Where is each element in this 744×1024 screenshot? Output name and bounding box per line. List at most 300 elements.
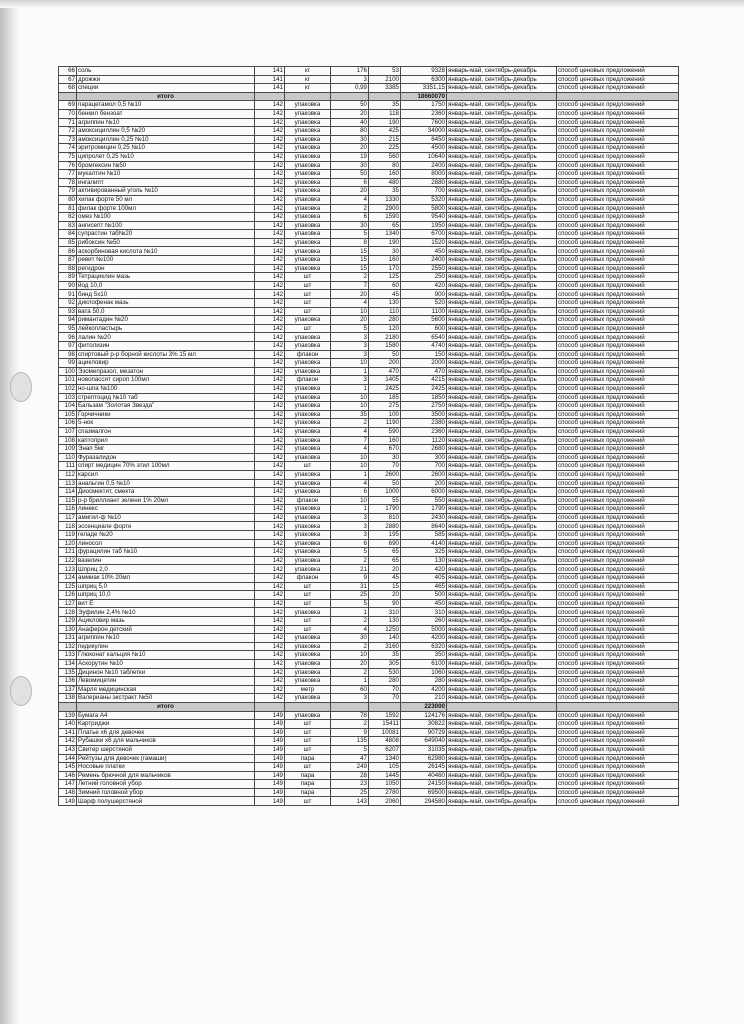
procurement-method: способ ценовых предложений: [557, 582, 679, 591]
unit-of-measure: упаковка: [285, 479, 331, 488]
unit-of-measure: упаковка: [285, 367, 331, 376]
item-code: 142: [255, 591, 285, 600]
row-number: 68: [59, 84, 77, 93]
unit-of-measure: шт: [285, 290, 331, 299]
unit-price: 105: [369, 763, 401, 772]
unit-of-measure: упаковка: [285, 436, 331, 445]
procurement-method: способ ценовых предложений: [557, 634, 679, 643]
table-row: [59, 264, 679, 273]
row-number: 123: [59, 565, 77, 574]
unit-price: 50: [369, 479, 401, 488]
item-code: 142: [255, 247, 285, 256]
unit-of-measure: упаковка: [285, 505, 331, 514]
table-row: [59, 617, 679, 626]
item-name: Диосмектит, смекта: [77, 488, 255, 497]
delivery-period: январь-май, сентябрь-декабрь: [447, 617, 557, 626]
quantity: 2: [331, 720, 369, 729]
table-row: [59, 299, 679, 308]
table-row: [59, 651, 679, 660]
row-number: 77: [59, 170, 77, 179]
row-number: 126: [59, 591, 77, 600]
procurement-method: способ ценовых предложений: [557, 574, 679, 583]
quantity: 9: [331, 728, 369, 737]
item-name: йод 10,0: [77, 281, 255, 290]
quantity: 47: [331, 754, 369, 763]
delivery-period: январь-май, сентябрь-декабрь: [447, 84, 557, 93]
procurement-method: способ ценовых предложений: [557, 367, 679, 376]
table-row: [59, 470, 679, 479]
total-sum: 4200: [401, 685, 447, 694]
unit-of-measure: упаковка: [285, 453, 331, 462]
item-code: 142: [255, 273, 285, 282]
row-number: 120: [59, 539, 77, 548]
procurement-method: способ ценовых предложений: [557, 419, 679, 428]
item-name: Бальзам "Золотая Звезда": [77, 402, 255, 411]
unit-of-measure: упаковка: [285, 668, 331, 677]
item-name: специи: [77, 84, 255, 93]
unit-price: 65: [369, 548, 401, 557]
row-number: 145: [59, 763, 77, 772]
procurement-method: способ ценовых предложений: [557, 728, 679, 737]
unit-price: 2880: [369, 522, 401, 531]
row-number: 138: [59, 694, 77, 703]
unit-price: 1050: [369, 780, 401, 789]
delivery-period: январь-май, сентябрь-декабрь: [447, 582, 557, 591]
item-code: 142: [255, 281, 285, 290]
row-number: 111: [59, 462, 77, 471]
total-sum: 300: [401, 453, 447, 462]
unit-of-measure: упаковка: [285, 556, 331, 565]
unit-price: 45: [369, 574, 401, 583]
delivery-period: январь-май, сентябрь-декабрь: [447, 393, 557, 402]
table-row: [59, 763, 679, 772]
quantity: 2: [331, 273, 369, 282]
procurement-method: способ ценовых предложений: [557, 470, 679, 479]
item-code: 142: [255, 677, 285, 686]
unit-price: 190: [369, 118, 401, 127]
quantity: 7: [331, 436, 369, 445]
unit-price: 130: [369, 617, 401, 626]
total-sum: 2400: [401, 161, 447, 170]
item-name: бромгексин №50: [77, 161, 255, 170]
quantity: 10: [331, 307, 369, 316]
delivery-period: январь-май, сентябрь-декабрь: [447, 101, 557, 110]
quantity: 15: [331, 247, 369, 256]
quantity: 5: [331, 599, 369, 608]
total-sum: 6700: [401, 230, 447, 239]
quantity: 7: [331, 281, 369, 290]
total-sum: 325: [401, 548, 447, 557]
quantity: 6: [331, 213, 369, 222]
total-sum: 2880: [401, 178, 447, 187]
delivery-period: январь-май, сентябрь-декабрь: [447, 788, 557, 797]
delivery-period: январь-май, сентябрь-декабрь: [447, 109, 557, 118]
item-name: эссенциале форте: [77, 522, 255, 531]
unit-price: 15411: [369, 720, 401, 729]
quantity: 6: [331, 539, 369, 548]
quantity: 0,99: [331, 84, 369, 93]
unit-price: 35: [369, 651, 401, 660]
delivery-period: январь-май, сентябрь-декабрь: [447, 677, 557, 686]
delivery-period: январь-май, сентябрь-декабрь: [447, 264, 557, 273]
item-name: фитолизин: [77, 342, 255, 351]
unit-price: 3385: [369, 84, 401, 93]
item-name: Марля медицинская: [77, 685, 255, 694]
total-sum: 6320: [401, 642, 447, 651]
total-sum: 6300: [401, 75, 447, 84]
quantity: 78: [331, 711, 369, 720]
delivery-period: январь-май, сентябрь-декабрь: [447, 324, 557, 333]
unit-of-measure: упаковка: [285, 634, 331, 643]
unit-price: 20: [369, 565, 401, 574]
empty-cell: [447, 702, 557, 711]
unit-price: 10081: [369, 728, 401, 737]
unit-price: 30: [369, 453, 401, 462]
row-number: 133: [59, 651, 77, 660]
unit-of-measure: шт: [285, 307, 331, 316]
total-sum: 5800: [401, 204, 447, 213]
item-code: 142: [255, 359, 285, 368]
total-sum: 2680: [401, 445, 447, 454]
unit-price: 2900: [369, 204, 401, 213]
item-name: амигил-ф №10: [77, 513, 255, 522]
procurement-method: способ ценовых предложений: [557, 505, 679, 514]
item-name: ангисепт №100: [77, 221, 255, 230]
item-code: 142: [255, 462, 285, 471]
procurement-method: способ ценовых предложений: [557, 565, 679, 574]
quantity: 2: [331, 204, 369, 213]
table-row: [59, 625, 679, 634]
item-code: 142: [255, 599, 285, 608]
delivery-period: январь-май, сентябрь-декабрь: [447, 574, 557, 583]
row-number: 124: [59, 574, 77, 583]
row-number: 116: [59, 505, 77, 514]
row-number: 104: [59, 402, 77, 411]
quantity: 3: [331, 694, 369, 703]
unit-of-measure: шт: [285, 720, 331, 729]
procurement-method: способ ценовых предложений: [557, 745, 679, 754]
table-row: [59, 479, 679, 488]
item-name: ингалипт: [77, 178, 255, 187]
procurement-method: способ ценовых предложений: [557, 144, 679, 153]
total-sum: 6540: [401, 333, 447, 342]
item-name: ревит №100: [77, 256, 255, 265]
unit-of-measure: шт: [285, 591, 331, 600]
item-name: агриппин №10: [77, 118, 255, 127]
quantity: 3: [331, 75, 369, 84]
unit-of-measure: шт: [285, 273, 331, 282]
procurement-method: способ ценовых предложений: [557, 101, 679, 110]
row-number: 146: [59, 771, 77, 780]
procurement-method: способ ценовых предложений: [557, 109, 679, 118]
subtotal-sum: 223000: [401, 702, 447, 711]
delivery-period: январь-май, сентябрь-декабрь: [447, 75, 557, 84]
quantity: 3: [331, 522, 369, 531]
item-code: 142: [255, 135, 285, 144]
row-number: 130: [59, 625, 77, 634]
delivery-period: январь-май, сентябрь-декабрь: [447, 462, 557, 471]
unit-price: 125: [369, 273, 401, 282]
item-name: Горчичники: [77, 410, 255, 419]
item-name: регидрон: [77, 264, 255, 273]
delivery-period: январь-май, сентябрь-декабрь: [447, 728, 557, 737]
delivery-period: январь-май, сентябрь-декабрь: [447, 410, 557, 419]
procurement-method: способ ценовых предложений: [557, 359, 679, 368]
unit-price: 1590: [369, 213, 401, 222]
quantity: 50: [331, 170, 369, 179]
unit-price: 1405: [369, 376, 401, 385]
unit-of-measure: метр: [285, 685, 331, 694]
quantity: 30: [331, 161, 369, 170]
unit-price: 80: [369, 161, 401, 170]
unit-of-measure: упаковка: [285, 513, 331, 522]
empty-cell: [369, 702, 401, 711]
item-name: ципролет 0,25 №10: [77, 152, 255, 161]
unit-of-measure: упаковка: [285, 170, 331, 179]
total-sum: 585: [401, 531, 447, 540]
quantity: 10: [331, 453, 369, 462]
delivery-period: январь-май, сентябрь-декабрь: [447, 745, 557, 754]
procurement-method: способ ценовых предложений: [557, 324, 679, 333]
total-sum: 2425: [401, 384, 447, 393]
procurement-method: способ ценовых предложений: [557, 591, 679, 600]
unit-price: 4808: [369, 737, 401, 746]
table-row: [59, 745, 679, 754]
quantity: 19: [331, 152, 369, 161]
quantity: 60: [331, 685, 369, 694]
table-row: [59, 324, 679, 333]
procurement-method: способ ценовых предложений: [557, 617, 679, 626]
delivery-period: январь-май, сентябрь-декабрь: [447, 256, 557, 265]
row-number: 131: [59, 634, 77, 643]
quantity: 249: [331, 763, 369, 772]
row-number: 141: [59, 728, 77, 737]
delivery-period: январь-май, сентябрь-декабрь: [447, 281, 557, 290]
item-name: Аскорутин №10: [77, 659, 255, 668]
table-row: [59, 221, 679, 230]
item-code: 142: [255, 574, 285, 583]
unit-of-measure: упаковка: [285, 195, 331, 204]
item-name: Зимний головной убор: [77, 788, 255, 797]
row-number: 110: [59, 453, 77, 462]
total-sum: 1120: [401, 436, 447, 445]
item-code: 149: [255, 797, 285, 806]
table-row: [59, 436, 679, 445]
procurement-table-sheet: [58, 66, 678, 806]
delivery-period: январь-май, сентябрь-декабрь: [447, 625, 557, 634]
empty-cell: [331, 702, 369, 711]
procurement-method: способ ценовых предложений: [557, 599, 679, 608]
row-number: 106: [59, 419, 77, 428]
delivery-period: январь-май, сентябрь-декабрь: [447, 135, 557, 144]
quantity: 10: [331, 359, 369, 368]
quantity: 9: [331, 574, 369, 583]
row-number: 88: [59, 264, 77, 273]
item-code: 149: [255, 728, 285, 737]
item-code: 142: [255, 118, 285, 127]
unit-of-measure: упаковка: [285, 539, 331, 548]
item-name: супрастин таб№20: [77, 230, 255, 239]
unit-price: 35: [369, 187, 401, 196]
procurement-method: способ ценовых предложений: [557, 488, 679, 497]
quantity: 5: [331, 230, 369, 239]
quantity: 3: [331, 342, 369, 351]
quantity: 4: [331, 479, 369, 488]
total-sum: 5600: [401, 316, 447, 325]
table-row: [59, 178, 679, 187]
item-name: Рубашки х6 для мальчиков: [77, 737, 255, 746]
unit-price: 470: [369, 367, 401, 376]
item-code: 142: [255, 402, 285, 411]
subtotal-label: итого: [77, 92, 255, 101]
delivery-period: январь-май, сентябрь-декабрь: [447, 273, 557, 282]
total-sum: 2400: [401, 256, 447, 265]
procurement-method: способ ценовых предложений: [557, 204, 679, 213]
item-name: Картриджи: [77, 720, 255, 729]
procurement-method: способ ценовых предложений: [557, 445, 679, 454]
row-number: 69: [59, 101, 77, 110]
procurement-method: способ ценовых предложений: [557, 531, 679, 540]
total-sum: 5000: [401, 625, 447, 634]
item-code: 149: [255, 745, 285, 754]
quantity: 2: [331, 617, 369, 626]
quantity: 5: [331, 745, 369, 754]
unit-of-measure: флакон: [285, 496, 331, 505]
quantity: 4: [331, 625, 369, 634]
procurement-method: способ ценовых предложений: [557, 771, 679, 780]
row-number: 85: [59, 238, 77, 247]
empty-cell: [331, 92, 369, 101]
procurement-method: способ ценовых предложений: [557, 788, 679, 797]
table-row: [59, 273, 679, 282]
unit-price: 280: [369, 677, 401, 686]
row-number: 149: [59, 797, 77, 806]
item-name: р-р бриллиант зелени 1% 20мл: [77, 496, 255, 505]
quantity: 80: [331, 127, 369, 136]
table-row: [59, 445, 679, 454]
empty-cell: [255, 92, 285, 101]
unit-price: 1250: [369, 625, 401, 634]
procurement-method: способ ценовых предложений: [557, 333, 679, 342]
table-row: [59, 694, 679, 703]
delivery-period: январь-май, сентябрь-декабрь: [447, 470, 557, 479]
item-code: 142: [255, 427, 285, 436]
row-number: 121: [59, 548, 77, 557]
item-code: 142: [255, 393, 285, 402]
unit-price: 305: [369, 659, 401, 668]
quantity: 20: [331, 316, 369, 325]
quantity: 3: [331, 350, 369, 359]
unit-price: 810: [369, 513, 401, 522]
procurement-method: способ ценовых предложений: [557, 299, 679, 308]
row-number: 117: [59, 513, 77, 522]
procurement-method: способ ценовых предложений: [557, 479, 679, 488]
total-sum: 40460: [401, 771, 447, 780]
table-row: [59, 591, 679, 600]
delivery-period: январь-май, сентябрь-декабрь: [447, 711, 557, 720]
empty-cell: [447, 92, 557, 101]
total-sum: 2600: [401, 470, 447, 479]
unit-of-measure: упаковка: [285, 101, 331, 110]
quantity: 1: [331, 470, 369, 479]
table-row: [59, 771, 679, 780]
item-name: эритромицин 0,25 №10: [77, 144, 255, 153]
table-row: [59, 419, 679, 428]
table-row: [59, 677, 679, 686]
item-code: 142: [255, 419, 285, 428]
total-sum: 10640: [401, 152, 447, 161]
unit-of-measure: кг: [285, 75, 331, 84]
unit-price: 90: [369, 599, 401, 608]
table-row: [59, 685, 679, 694]
delivery-period: январь-май, сентябрь-декабрь: [447, 350, 557, 359]
row-number: 86: [59, 247, 77, 256]
procurement-method: способ ценовых предложений: [557, 720, 679, 729]
total-sum: 31035: [401, 745, 447, 754]
item-name: Эзомепразол, мезатон: [77, 367, 255, 376]
quantity: 40: [331, 118, 369, 127]
unit-of-measure: упаковка: [285, 393, 331, 402]
delivery-period: январь-май, сентябрь-декабрь: [447, 591, 557, 600]
item-code: 142: [255, 195, 285, 204]
table-row: [59, 67, 679, 76]
row-number: 103: [59, 393, 77, 402]
table-row: [59, 427, 679, 436]
quantity: 4: [331, 445, 369, 454]
procurement-method: способ ценовых предложений: [557, 152, 679, 161]
unit-price: 2180: [369, 333, 401, 342]
item-name: Летний головной убор: [77, 780, 255, 789]
delivery-period: январь-май, сентябрь-декабрь: [447, 642, 557, 651]
unit-price: 530: [369, 668, 401, 677]
row-number: 132: [59, 642, 77, 651]
unit-price: 1330: [369, 195, 401, 204]
empty-cell: [255, 702, 285, 711]
unit-of-measure: упаковка: [285, 711, 331, 720]
item-name: Ремень брючной для мальчиков: [77, 771, 255, 780]
unit-price: 1190: [369, 419, 401, 428]
unit-price: 70: [369, 694, 401, 703]
item-name: амоксициллин 0,25 №10: [77, 135, 255, 144]
unit-of-measure: упаковка: [285, 152, 331, 161]
total-sum: 8000: [401, 170, 447, 179]
unit-of-measure: упаковка: [285, 118, 331, 127]
total-sum: 1790: [401, 505, 447, 514]
delivery-period: январь-май, сентябрь-декабрь: [447, 384, 557, 393]
delivery-period: январь-май, сентябрь-декабрь: [447, 290, 557, 299]
item-name: Шарф полушерстяной: [77, 797, 255, 806]
item-name: амоксициллин 0,5 №20: [77, 127, 255, 136]
row-number: 108: [59, 436, 77, 445]
procurement-method: способ ценовых предложений: [557, 694, 679, 703]
total-sum: 900: [401, 290, 447, 299]
item-code: 149: [255, 737, 285, 746]
quantity: 176: [331, 67, 369, 76]
row-number: 140: [59, 720, 77, 729]
unit-of-measure: упаковка: [285, 256, 331, 265]
delivery-period: январь-май, сентябрь-декабрь: [447, 333, 557, 342]
delivery-period: январь-май, сентябрь-декабрь: [447, 376, 557, 385]
unit-of-measure: шт: [285, 599, 331, 608]
procurement-method: способ ценовых предложений: [557, 402, 679, 411]
delivery-period: январь-май, сентябрь-декабрь: [447, 67, 557, 76]
unit-of-measure: упаковка: [285, 213, 331, 222]
unit-price: 425: [369, 127, 401, 136]
total-sum: 6450: [401, 135, 447, 144]
row-number: 76: [59, 161, 77, 170]
unit-of-measure: пара: [285, 771, 331, 780]
item-name: Фуразалидон: [77, 453, 255, 462]
